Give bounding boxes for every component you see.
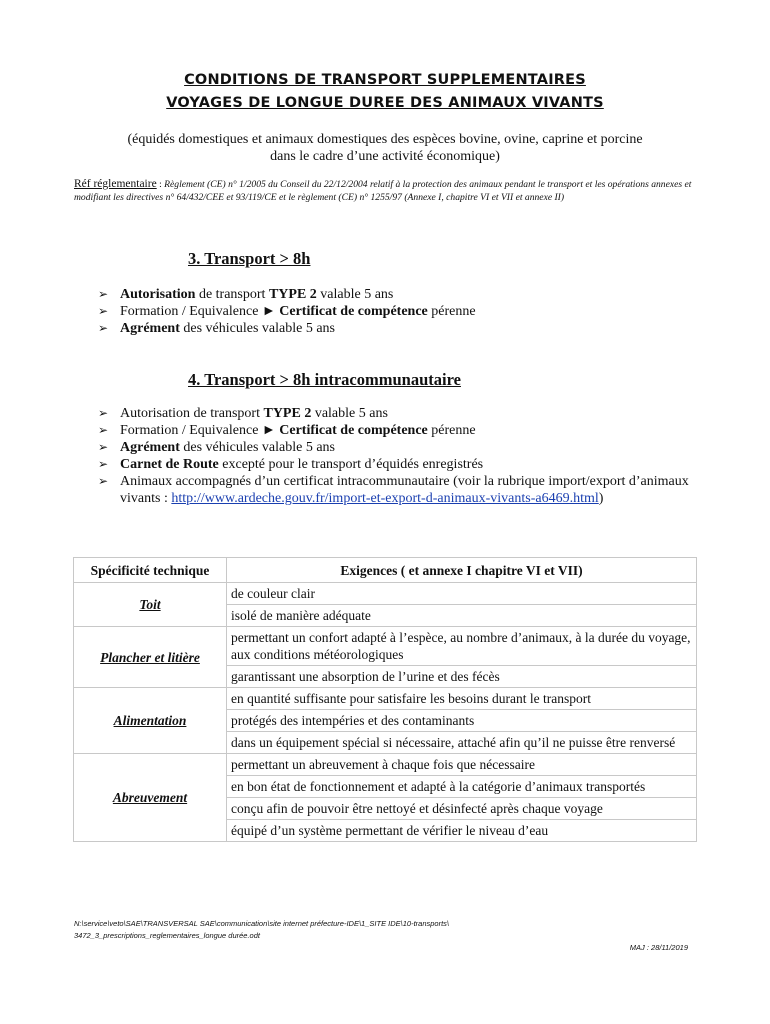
arrow-bullet-icon: ➢ — [98, 457, 109, 471]
section-4-list — [98, 405, 698, 507]
requirement-cell: permettant un abreuvement à chaque fois que nécessaire — [227, 754, 697, 776]
update-date: MAJ : 28/11/2019 — [629, 943, 688, 952]
file-path-footer — [74, 918, 449, 942]
requirement-cell: équipé d’un système permettant de vérifier le niveau d’eau — [227, 820, 697, 842]
category-cell-alimentation: Alimentation — [74, 688, 227, 754]
requirement-cell: de couleur clair — [227, 583, 697, 605]
list-item — [98, 473, 698, 507]
requirement-cell: garantissant une absorption de l’urine et des fécès — [227, 666, 697, 688]
section-3-heading: 3. Transport > 8h — [188, 249, 311, 268]
requirement-cell: permettant un confort adapté à l’espèce, au nombre d’animaux, à la durée du voyage, aux conditions météorologiques — [227, 627, 697, 666]
list-item — [98, 422, 698, 439]
reference-label: Réf réglementaire — [74, 178, 157, 190]
item-text: de transport — [195, 287, 269, 302]
arrow-bullet-icon: ➢ — [98, 321, 109, 335]
arrow-bullet-icon: ➢ — [98, 423, 109, 437]
category-cell-plancher: Plancher et litière — [74, 627, 227, 688]
item-text: valable 5 ans — [316, 287, 394, 302]
category-cell-abreuvement: Abreuvement — [74, 754, 227, 842]
requirement-cell: isolé de manière adéquate — [227, 605, 697, 627]
import-export-link[interactable]: http://www.ardeche.gouv.fr/import-et-export-d-animaux-vivants-a6469.html — [171, 491, 599, 506]
table-row — [74, 688, 697, 710]
subtitle-line-1: (équidés domestiques et animaux domestiques des espèces bovine, ovine, caprine et porcine — [127, 132, 643, 147]
item-text: Formation / Equivalence ► — [120, 423, 280, 438]
item-bold: Certificat de compétence — [279, 423, 428, 438]
item-bold: TYPE 2 — [268, 287, 317, 302]
requirement-cell: en bon état de fonctionnement et adapté à la catégorie d’animaux transportés — [227, 776, 697, 798]
item-text: pérenne — [427, 304, 476, 319]
item-text: Autorisation de transport — [120, 406, 264, 421]
item-bold: Certificat de compétence — [279, 304, 428, 319]
item-text: des véhicules valable 5 ans — [179, 440, 335, 455]
title-line-1: CONDITIONS DE TRANSPORT SUPPLEMENTAIRES — [184, 72, 586, 88]
arrow-bullet-icon: ➢ — [98, 440, 109, 454]
item-text: des véhicules valable 5 ans — [179, 321, 335, 336]
item-text: ) — [598, 491, 604, 506]
subtitle-line-2: dans le cadre d’une activité économique) — [270, 149, 500, 164]
column-header-requirements: Exigences ( et annexe I chapitre VI et VII) — [227, 558, 697, 583]
table-header-row — [74, 558, 697, 583]
arrow-bullet-icon: ➢ — [98, 474, 109, 488]
arrow-bullet-icon: ➢ — [98, 287, 109, 301]
list-item — [98, 456, 698, 473]
file-path-line-2: 3472_3_prescriptions_reglementaires_longue durée.odt — [74, 931, 260, 940]
table-row — [74, 754, 697, 776]
arrow-bullet-icon: ➢ — [98, 406, 109, 420]
requirement-cell: protégés des intempéries et des contaminants — [227, 710, 697, 732]
file-path-line-1: N:\service\veto\SAE\TRANSVERSAL SAE\communication\site internet préfecture-IDE\1_SITE IDE\10-transports\ — [74, 919, 450, 928]
section-4-heading: 4. Transport > 8h intracommunautaire — [188, 370, 461, 389]
item-bold: Carnet de Route — [120, 457, 219, 472]
list-item — [98, 405, 698, 422]
list-item — [98, 439, 698, 456]
item-bold: Agrément — [120, 321, 180, 336]
column-header-specificity: Spécificité technique — [74, 558, 227, 583]
requirements-table — [73, 557, 697, 842]
table-row — [74, 627, 697, 666]
regulatory-reference — [74, 178, 698, 204]
table-row — [74, 583, 697, 605]
reference-separator: : — [156, 179, 165, 190]
list-item — [98, 303, 698, 320]
section-3-list — [98, 286, 698, 337]
list-item — [98, 286, 698, 303]
item-text: excepté pour le transport d’équidés enregistrés — [218, 457, 484, 472]
item-text: Formation / Equivalence ► — [120, 304, 280, 319]
list-item — [98, 320, 698, 337]
item-bold: Autorisation — [120, 287, 196, 302]
arrow-bullet-icon: ➢ — [98, 304, 109, 318]
requirement-cell: conçu afin de pouvoir être nettoyé et désinfecté après chaque voyage — [227, 798, 697, 820]
item-text: valable 5 ans — [311, 406, 388, 421]
title-line-2: VOYAGES DE LONGUE DUREE DES ANIMAUX VIVANTS — [166, 95, 604, 111]
reference-text: Règlement (CE) n° 1/2005 du Conseil du 22/12/2004 relatif à la protection des animaux pendant le transport et les opérations annexes et modifiant les directives n° 64/432/CEE et 93/119/CE et le règlement (CE) n° 1255/97 (Annexe I, chapitre VI et VII et annexe II) — [74, 179, 692, 203]
item-text: Animaux accompagnés d’un certificat intracommunautaire (voir la rubrique import/export d’animaux vivants : — [120, 474, 689, 506]
requirement-cell: dans un équipement spécial si nécessaire, attaché afin qu’il ne puisse être renversé — [227, 732, 697, 754]
item-text: pérenne — [427, 423, 476, 438]
category-cell-toit: Toit — [74, 583, 227, 627]
item-bold: Agrément — [120, 440, 180, 455]
requirement-cell: en quantité suffisante pour satisfaire les besoins durant le transport — [227, 688, 697, 710]
item-bold: TYPE 2 — [263, 406, 312, 421]
